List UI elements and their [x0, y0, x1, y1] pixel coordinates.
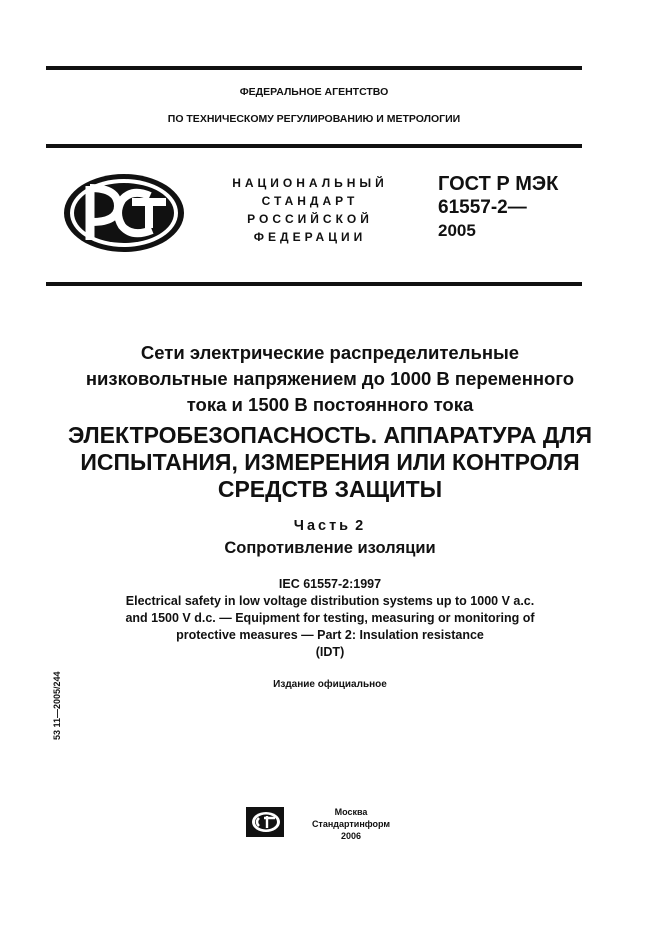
national-standard-line-2: СТАНДАРТ	[261, 194, 359, 208]
main-title	[46, 422, 614, 503]
main-title-line-1: ЭЛЕКТРОБЕЗОПАСНОСТЬ. АППАРАТУРА ДЛЯ	[68, 422, 592, 448]
main-title-line-3: СРЕДСТВ ЗАЩИТЫ	[217, 476, 443, 502]
standard-designation	[438, 172, 558, 242]
designation-line-2: 61557-2—	[438, 197, 527, 218]
title-rule	[46, 282, 582, 286]
subtitle	[46, 340, 614, 418]
subtitle-line-2: низковольтные напряжением до 1000 В переменного	[85, 368, 575, 389]
publisher-city: Москва	[334, 807, 368, 817]
publisher-year: 2006	[340, 831, 362, 841]
agency-line-2: ПО ТЕХНИЧЕСКОМУ РЕГУЛИРОВАНИЮ И МЕТРОЛОГИИ	[167, 113, 461, 125]
part-heading	[46, 516, 614, 536]
part-label: Часть	[293, 518, 352, 534]
national-standard-label	[210, 174, 410, 246]
side-code: 53 11—2005/244	[52, 671, 62, 740]
iec-line-1: Electrical safety in low voltage distribution systems up to 1000 V a.c.	[125, 594, 535, 608]
iec-reference	[46, 576, 614, 661]
national-standard-line-4: ФЕДЕРАЦИИ	[253, 230, 367, 244]
part-title: Сопротивление изоляции	[224, 539, 436, 557]
designation-line-3: 2005	[438, 221, 476, 240]
iec-ref: IEC 61557-2:1997	[278, 577, 382, 591]
standartinform-logo-icon	[245, 806, 285, 838]
subtitle-line-3: тока и 1500 В постоянного тока	[186, 394, 474, 415]
national-standard-line-3: РОССИЙСКОЙ	[247, 212, 373, 226]
agency-line-1: ФЕДЕРАЛЬНОЕ АГЕНТСТВО	[239, 86, 389, 98]
national-standard-line-1: НАЦИОНАЛЬНЫЙ	[232, 176, 388, 190]
iec-line-4: (IDT)	[315, 645, 345, 659]
publisher-info	[296, 806, 406, 842]
edition-label: Издание официальное	[273, 679, 387, 690]
part-number: 2	[355, 518, 367, 534]
iec-line-3: protective measures — Part 2: Insulation resistance	[176, 628, 484, 642]
header-rule	[46, 144, 582, 148]
designation-line-1: ГОСТ Р МЭК	[438, 173, 559, 195]
part-block	[46, 516, 614, 558]
rst-emblem-icon	[62, 172, 186, 254]
main-title-line-2: ИСПЫТАНИЯ, ИЗМЕРЕНИЯ ИЛИ КОНТРОЛЯ	[80, 449, 580, 475]
publisher-name: Стандартинформ	[311, 819, 391, 829]
iec-line-2: and 1500 V d.c. — Equipment for testing, measuring or monitoring of	[125, 611, 535, 625]
top-rule	[46, 66, 582, 70]
subtitle-line-1: Сети электрические распределительные	[140, 342, 520, 363]
